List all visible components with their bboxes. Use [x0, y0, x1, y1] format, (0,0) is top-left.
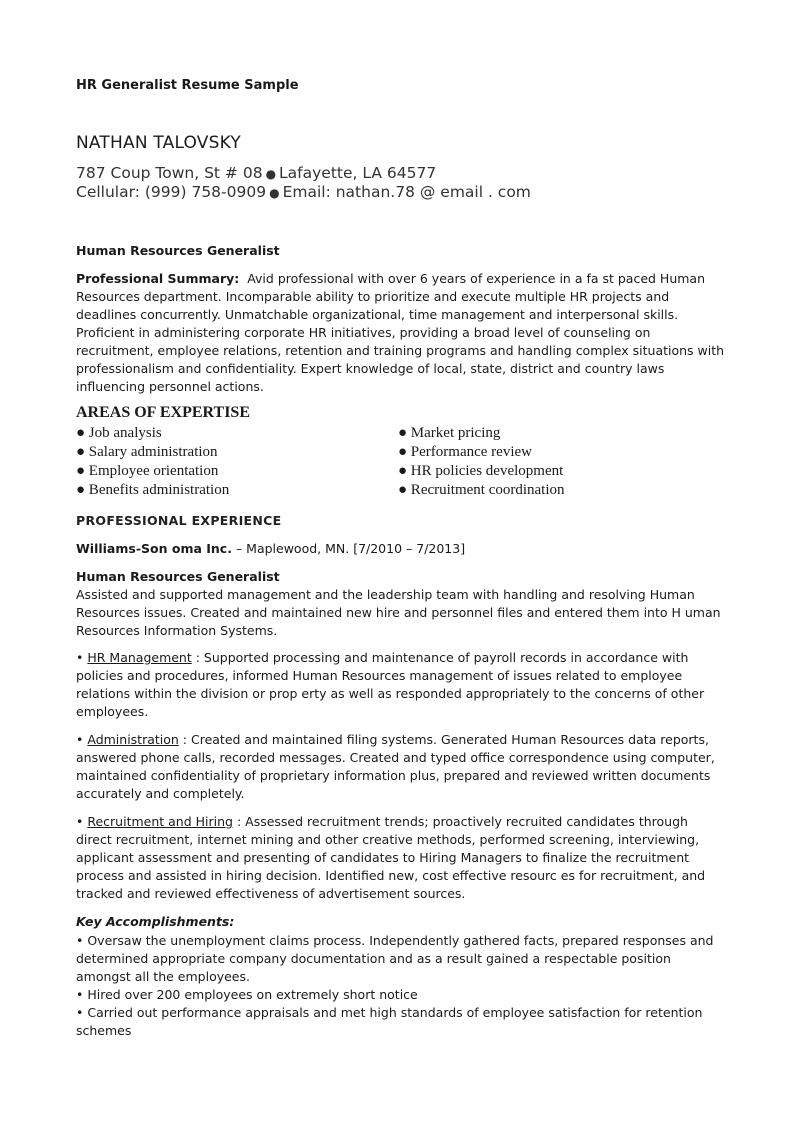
- headline: Human Resources Generalist: [76, 243, 280, 258]
- bullet-label: HR Management: [87, 650, 192, 665]
- document-title: HR Generalist Resume Sample: [76, 78, 299, 93]
- areas-of-expertise-title: AREAS OF EXPERTISE: [76, 404, 250, 421]
- contact-address-line: [76, 164, 436, 182]
- candidate-name: NATHAN TALOVSKY: [76, 133, 241, 153]
- expertise-item: ● Recruitment coordination: [398, 482, 565, 498]
- address: 787 Coup Town, St # 08: [76, 164, 263, 182]
- accomplishment-item: • Oversaw the unemployment claims process. Independently gathered facts, prepared responses and determined appropriate company documentation and as a result gained a respectable position amongst all the employees.: [76, 933, 714, 984]
- expertise-column-left: [76, 424, 229, 500]
- experience-bullet: • HR Management : Supported processing and maintenance of payroll records in accordance with policies and procedures, informed Human Resources management of issues related to employee relations within the division or prop erty as well as responded appropriately to the concerns of other employees.: [76, 650, 705, 719]
- bullet-label: Administration: [87, 732, 179, 747]
- experience-bullet: • Recruitment and Hiring : Assessed recruitment trends; proactively recruited candidates through direct recruitment, internet mining and other creative methods, performed screening, interviewing, applicant assessment and presenting of candidates to Hiring Managers to finalize the recruitment process and assisted in hiring decision. Identified new, cost effective resourc es for recruitment, and tracked and reviewed effectiveness of advertisement sources.: [76, 814, 706, 901]
- expertise-item: ● Salary administration: [76, 444, 218, 460]
- professional-summary: [76, 270, 726, 396]
- summary-label: Professional Summary:: [76, 271, 240, 286]
- experience-title: PROFESSIONAL EXPERIENCE: [76, 513, 282, 528]
- accomplishments-list: [76, 932, 726, 1040]
- expertise-item: ● Performance review: [398, 444, 532, 460]
- role-description: Assisted and supported management and the leadership team with handling and resolving Human Resources issues. Created and maintained new hire and personnel files and entered them into H uman Resources Information Systems.: [76, 587, 721, 638]
- contact-phone-line: [76, 183, 531, 201]
- job-role: Human Resources Generalist: [76, 569, 280, 584]
- phone: Cellular: (999) 758-0909: [76, 183, 267, 201]
- company-name: Williams-Son oma Inc.: [76, 541, 232, 556]
- location-dates: – Maplewood, MN. [7/2010 – 7/2013]: [231, 541, 466, 556]
- accomplishments-title: Key Accomplishments:: [76, 914, 235, 929]
- accomplishment-item: • Carried out performance appraisals and met high standards of employee satisfaction for retention schemes: [76, 1005, 703, 1038]
- experience-bullet: • Administration : Created and maintained filing systems. Generated Human Resources data reports, answered phone calls, recorded messages. Created and typed office correspondence using computer, maintained confidentiality of proprietary information plus, prepared and reviewed written documents accurately and completely.: [76, 732, 715, 801]
- accomplishment-item: • Hired over 200 employees on extremely short notice: [76, 987, 418, 1002]
- summary-text: Avid professional with over 6 years of experience in a fa st paced Human Resources department. Incomparable ability to prioritize and execute multiple HR projects and deadlines concurrently. Unmatchable organizational, time management and interpersonal skills. Proficient in administering corporate HR initiatives, providing a broad level of counseling on recruitment, employee relations, retention and training programs and handling complex situations with professionalism and confidentiality. Expert knowledge of local, state, district and country laws influencing personnel actions.: [76, 271, 725, 394]
- email: Email: nathan.78 @ email . com: [282, 183, 531, 201]
- expertise-item: ● Market pricing: [398, 425, 501, 441]
- bullet-separator: ●: [269, 186, 280, 200]
- expertise-item: ● Employee orientation: [76, 463, 219, 479]
- employer-line: [76, 540, 726, 558]
- bullet-label: Recruitment and Hiring: [87, 814, 233, 829]
- expertise-item: ● HR policies development: [398, 463, 564, 479]
- expertise-item: ● Job analysis: [76, 425, 162, 441]
- expertise-item: ● Benefits administration: [76, 482, 230, 498]
- city: Lafayette, LA 64577: [279, 164, 437, 182]
- bullet-separator: ●: [265, 167, 277, 181]
- expertise-column-right: [398, 424, 565, 500]
